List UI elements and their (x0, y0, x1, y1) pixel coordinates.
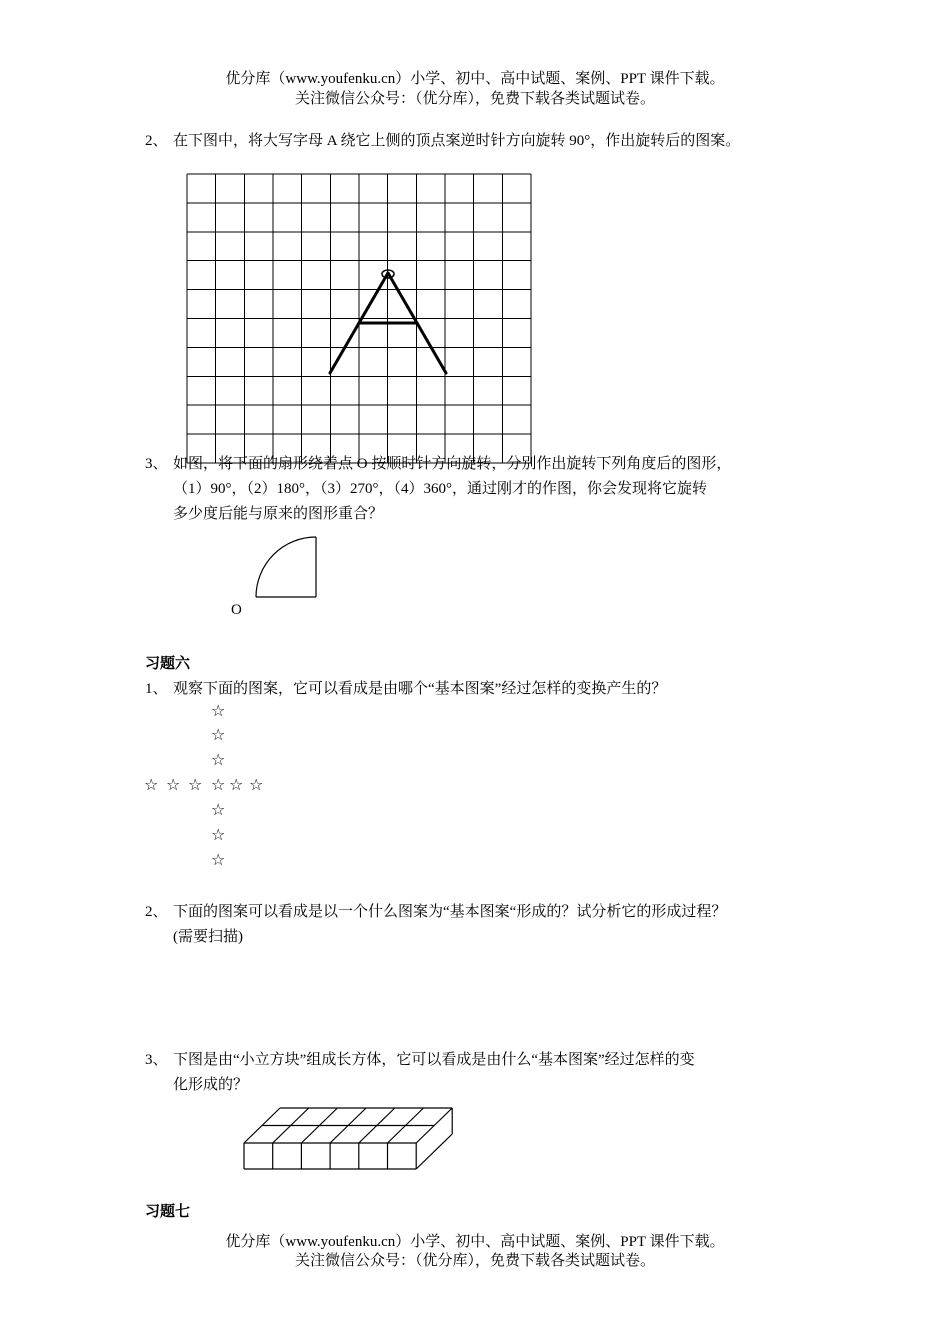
star-glyph: ☆ (166, 775, 181, 794)
star-glyph: ☆ (211, 725, 226, 744)
q3-line-1: 如图，将下面的扇形绕着点 O 按顺时针方向旋转，分别作出旋转下列角度后的图形， (173, 456, 732, 472)
q3-number: 3、 (145, 456, 168, 472)
header-line-1: 优分库（www.youfenku.cn）小学、初中、高中试题、案例、PPT 课件下载。 (225, 71, 725, 87)
star-glyph: ☆ (211, 825, 226, 844)
s6-q3-line-2: 化形成的？ (173, 1077, 249, 1093)
header-line-2: 关注微信公众号：（优分库），免费下载各类试题试卷。 (294, 91, 655, 107)
star-glyph: ☆ (144, 775, 159, 794)
s6-q1-number: 1、 (145, 681, 168, 697)
star-glyph: ☆ (229, 775, 244, 794)
cuboid-edge (416, 1134, 452, 1169)
star-glyph: ☆ (188, 775, 203, 794)
s6-q1-text: 观察下面的图案，它可以看成是由哪个“基本图案”经过怎样的变换产生的？ (173, 681, 667, 697)
s6-q3-number: 3、 (145, 1052, 168, 1068)
footer-line-1: 优分库（www.youfenku.cn）小学、初中、高中试题、案例、PPT 课件下载。 (225, 1234, 725, 1250)
q3-line-2: （1）90°，（2）180°，（3）270°，（4）360°，通过刚才的作图，你会发现将它旋转 (173, 481, 707, 497)
q3-line-3: 多少度后能与原来的图形重合？ (173, 506, 384, 522)
star-glyph: ☆ (211, 800, 226, 819)
star-glyph: ☆ (249, 775, 264, 794)
s6-q3-line-1: 下图是由“小立方块”组成长方体，它可以看成是由什么“基本图案”经过怎样的变 (173, 1052, 695, 1068)
point-o-label: O (231, 602, 242, 618)
star-glyph: ☆ (211, 701, 226, 720)
s6-q2-number: 2、 (145, 904, 168, 920)
section-6-title: 习题六 (145, 656, 191, 672)
footer-line-2: 关注微信公众号：（优分库），免费下载各类试题试卷。 (294, 1253, 655, 1269)
q2-number: 2、 (145, 133, 168, 149)
s6-q2-line-1: 下面的图案可以看成是以一个什么图案为“基本图案“形成的？试分析它的形成过程？ (173, 904, 727, 920)
star-glyph: ☆ (211, 850, 226, 869)
q2-text: 在下图中，将大写字母 A 绕它上侧的顶点案逆时针方向旋转 90°，作出旋转后的图案。 (173, 133, 741, 149)
star-glyph: ☆ (211, 775, 226, 794)
star-glyph: ☆ (211, 750, 226, 769)
section-7-title: 习题七 (145, 1204, 191, 1220)
s6-q2-line-2: (需要扫描) (173, 929, 243, 945)
